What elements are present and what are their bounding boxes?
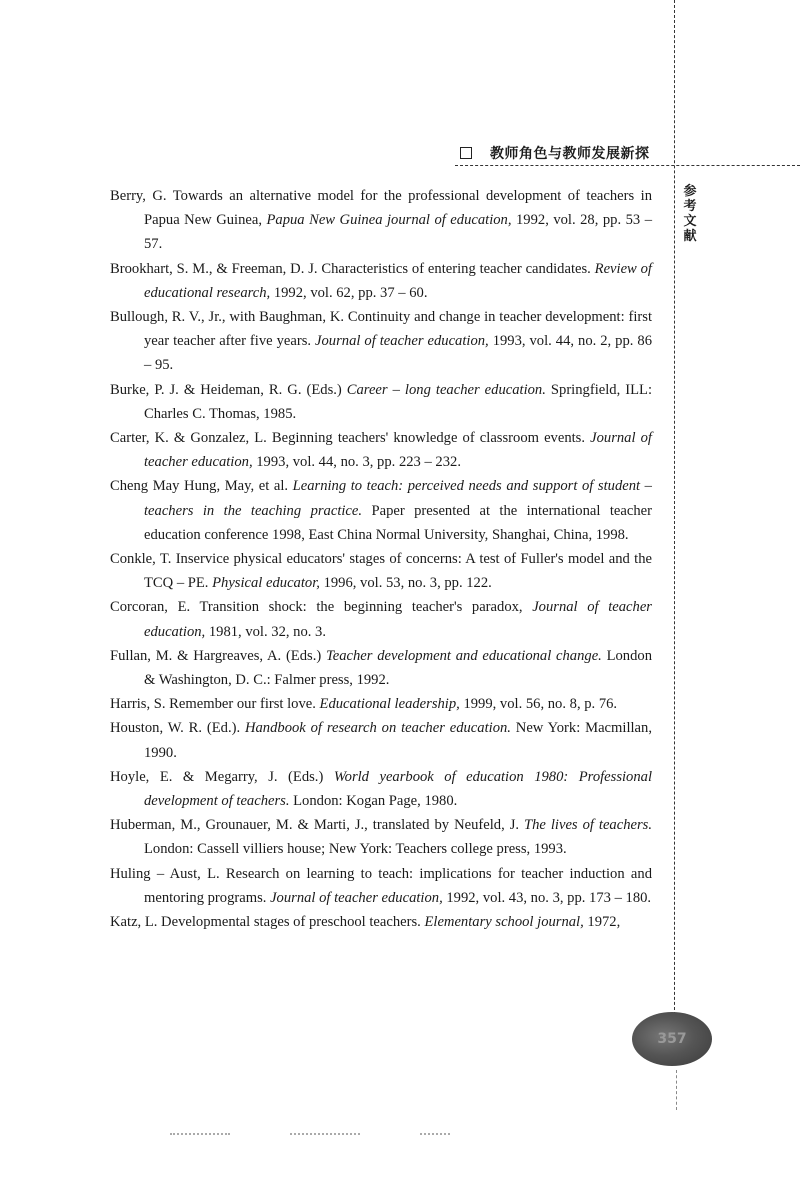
reference-entry	[110, 716, 652, 764]
reference-text: Bullough, R. V., Jr., with Baughman, K. Continuity and change in teacher development: first year teacher after five years.	[110, 309, 652, 350]
reference-details: 1981, vol. 32, no. 3.	[205, 623, 327, 640]
reference-source-title: Review of educational research,	[144, 260, 652, 301]
print-mark	[170, 1133, 230, 1137]
print-mark	[420, 1133, 450, 1137]
reference-entry	[110, 474, 652, 547]
reference-text: Corcoran, E. Transition shock: the beginning teacher's paradox,	[110, 599, 533, 616]
reference-text: Brookhart, S. M., & Freeman, D. J. Characteristics of entering teacher candidates.	[110, 260, 595, 277]
reference-details: 1993, vol. 44, no. 2, pp. 86 – 95.	[144, 333, 653, 374]
reference-source-title: Teacher development and educational change.	[325, 647, 602, 664]
reference-details: 1999, vol. 56, no. 8, p. 76.	[459, 696, 618, 713]
reference-entry	[110, 692, 652, 716]
reference-source-title: Learning to teach: perceived needs and support of student – teachers in the teaching practice.	[144, 478, 652, 519]
reference-details: 1992, vol. 43, no. 3, pp. 173 – 180.	[442, 889, 652, 906]
reference-details: New York: Macmillan, 1990.	[144, 720, 652, 761]
running-header-title: 教师角色与教师发展新探	[490, 146, 650, 162]
reference-entry	[110, 257, 652, 305]
footer-print-marks	[170, 1133, 450, 1137]
reference-text: Fullan, M. & Hargreaves, A. (Eds.)	[110, 647, 326, 664]
reference-entry	[110, 378, 652, 426]
reference-entry	[110, 184, 652, 257]
reference-text: Cheng May Hung, May, et al.	[110, 478, 293, 495]
reference-text: Katz, L. Developmental stages of preschool teachers.	[110, 914, 425, 931]
reference-text: Burke, P. J. & Heideman, R. G. (Eds.)	[110, 381, 347, 398]
reference-text: Houston, W. R. (Ed.).	[110, 720, 245, 737]
reference-entry	[110, 765, 652, 813]
reference-text: Berry, G. Towards an alternative model for the professional development of teachers in Papua New Guinea,	[110, 188, 652, 229]
running-header	[460, 143, 650, 163]
print-mark	[290, 1133, 360, 1137]
reference-entry	[110, 644, 652, 692]
reference-entry	[110, 595, 652, 643]
reference-text: Conkle, T. Inservice physical educators' stages of concerns: A test of Fuller's model and the TCQ – PE.	[110, 551, 652, 592]
reference-details: 1993, vol. 44, no. 3, pp. 223 – 232.	[252, 454, 461, 471]
header-dashed-rule	[455, 165, 800, 166]
reference-source-title: Journal of teacher education,	[315, 333, 489, 350]
reference-details: London & Washington, D. C.: Falmer press, 1992.	[144, 647, 652, 689]
reference-text: Huling – Aust, L. Research on learning to teach: implications for teacher induction and mentoring programs.	[110, 865, 652, 906]
section-side-label: 参考文献	[683, 184, 697, 244]
reference-details: Paper presented at the international teacher education conference 1998, East China Normal University, Shanghai, China, 1998.	[144, 502, 652, 543]
reference-list	[110, 184, 652, 934]
reference-text: Huberman, M., Grounauer, M. & Marti, J., translated by Neufeld, J.	[110, 817, 524, 834]
reference-source-title: The lives of teachers.	[524, 817, 652, 834]
reference-source-title: Journal of teacher education,	[144, 599, 652, 640]
reference-details: London: Kogan Page, 1980.	[289, 793, 458, 810]
page-number: 357	[657, 1031, 687, 1047]
reference-source-title: Papua New Guinea journal of education,	[266, 212, 512, 229]
reference-source-title: Journal of teacher education,	[144, 430, 652, 471]
reference-entry	[110, 305, 652, 378]
reference-source-title: World yearbook of education 1980: Professional development of teachers.	[144, 768, 653, 810]
reference-details: 1996, vol. 53, no. 3, pp. 122.	[319, 575, 492, 592]
reference-entry	[110, 862, 652, 910]
reference-details: 1992, vol. 62, pp. 37 – 60.	[270, 284, 428, 301]
reference-entry	[110, 547, 652, 595]
reference-source-title: Physical educator,	[212, 575, 320, 592]
reference-entry	[110, 426, 652, 474]
reference-details: London: Cassell villiers house; New York: Teachers college press, 1993.	[144, 841, 567, 858]
reference-source-title: Handbook of research on teacher education.	[244, 720, 511, 737]
reference-details: 1972,	[583, 914, 621, 931]
reference-details: 1992, vol. 28, pp. 53 – 57.	[144, 212, 652, 253]
reference-source-title: Journal of teacher education,	[270, 889, 443, 906]
reference-source-title: Educational leadership,	[319, 696, 460, 713]
reference-source-title: Elementary school journal,	[424, 914, 584, 931]
margin-dashed-rule	[674, 0, 675, 1040]
page-number-badge	[632, 1012, 712, 1066]
reference-text: Carter, K. & Gonzalez, L. Beginning teachers' knowledge of classroom events.	[110, 430, 591, 447]
reference-details: Springfield, ILL: Charles C. Thomas, 1985.	[144, 381, 652, 422]
reference-text: Harris, S. Remember our first love.	[110, 696, 320, 713]
reference-source-title: Career – long teacher education.	[346, 381, 546, 398]
margin-dashed-rule-lower	[676, 1070, 677, 1110]
reference-entry	[110, 910, 652, 934]
reference-entry	[110, 813, 652, 861]
checkbox-square-icon	[460, 147, 472, 159]
reference-text: Hoyle, E. & Megarry, J. (Eds.)	[110, 768, 334, 785]
